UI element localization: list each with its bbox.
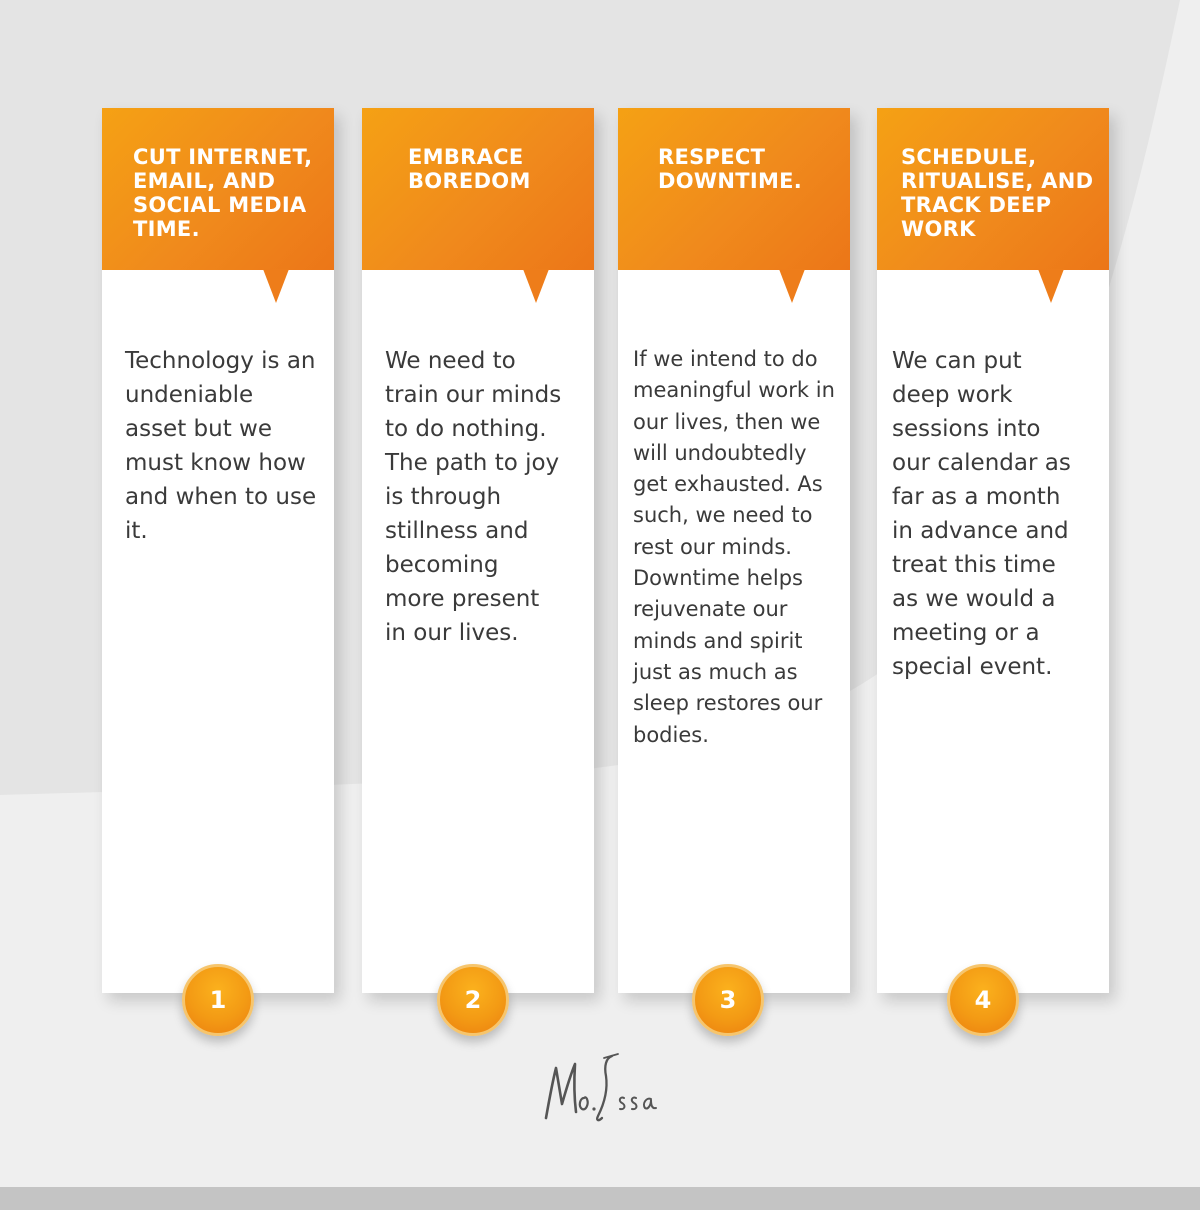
step-1-number-badge: 1 <box>182 964 254 1036</box>
step-2-title: EMBRACE BOREDOM <box>408 145 531 193</box>
signature-logo <box>540 1046 665 1126</box>
step-3-title: RESPECT DOWNTIME. <box>658 145 803 193</box>
step-1-description: Technology is an undeniable asset but we must know how and when to use it. <box>125 348 317 544</box>
step-2-number-badge: 2 <box>437 964 509 1036</box>
step-4-number-badge: 4 <box>947 964 1019 1036</box>
step-1-title: CUT INTERNET, EMAIL, AND SOCIAL MEDIA TIME. <box>133 145 313 241</box>
step-3-pointer <box>779 269 805 303</box>
step-3-number-badge: 3 <box>692 964 764 1036</box>
step-card-3 <box>618 108 850 993</box>
step-card-2 <box>362 108 594 993</box>
step-4-pointer <box>1038 269 1064 303</box>
step-card-4 <box>877 108 1109 993</box>
step-4-title: SCHEDULE, RITUALISE, AND TRACK DEEP WORK <box>901 145 1094 241</box>
footer-bar <box>0 1187 1200 1210</box>
step-1-pointer <box>263 269 289 303</box>
step-4-description: We can put deep work sessions into our calendar as far as a month in advance and treat this time as we would a meeting or a special event. <box>892 348 1071 680</box>
step-2-description: We need to train our minds to do nothing. The path to joy is through stillness and becoming more present in our lives. <box>385 348 562 646</box>
step-card-1 <box>102 108 334 993</box>
step-3-description: If we intend to do meaningful work in our lives, then we will undoubtedly get exhausted. As such, we need to rest our minds. Downtime helps rejuvenate our minds and spirit just as much as sleep restores our bodies. <box>633 347 835 747</box>
step-2-pointer <box>523 269 549 303</box>
